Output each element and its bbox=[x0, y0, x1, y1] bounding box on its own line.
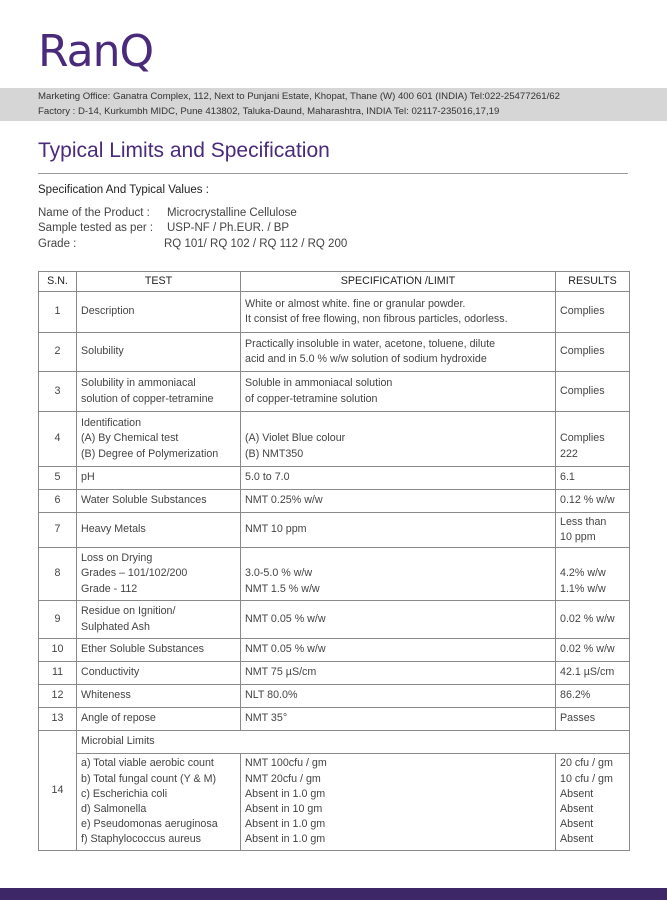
microbial-result-cell-line: Absent bbox=[560, 787, 594, 800]
grade-value: RQ 101/ RQ 102 / RQ 112 / RQ 200 bbox=[164, 238, 348, 250]
spec-cell-line: NMT 0.05 % w/w bbox=[245, 612, 326, 625]
test-cell-line: Grades – 101/102/200 bbox=[81, 567, 188, 580]
test-cell-line: solution of copper-tetramine bbox=[81, 392, 214, 405]
table-row bbox=[39, 708, 630, 731]
table-row bbox=[39, 548, 630, 601]
microbial-spec-cell-line: NMT 100cfu / gm bbox=[245, 757, 327, 770]
test-cell-line: pH bbox=[81, 471, 95, 484]
spec-cell-line: NMT 10 ppm bbox=[245, 523, 307, 536]
spec-subheading: Specification And Typical Values : bbox=[38, 184, 209, 196]
spec-cell bbox=[241, 708, 556, 731]
table-row bbox=[39, 412, 630, 467]
test-cell bbox=[77, 467, 241, 490]
spec-cell-line bbox=[245, 416, 551, 431]
row-number: 10 bbox=[39, 639, 77, 662]
specification-table bbox=[38, 271, 630, 851]
microbial-spec-cell-line: NMT 20cfu / gm bbox=[245, 772, 321, 785]
microbial-spec-cell bbox=[241, 754, 556, 851]
row-number: 12 bbox=[39, 685, 77, 708]
table-row bbox=[39, 601, 630, 639]
test-cell bbox=[77, 601, 241, 639]
microbial-test-cell-line: d) Salmonella bbox=[81, 803, 147, 815]
row-number: 9 bbox=[39, 601, 77, 639]
result-cell bbox=[556, 467, 630, 490]
result-cell bbox=[556, 412, 630, 467]
table-row-microbial-title bbox=[39, 731, 630, 754]
product-name-label: Name of the Product : bbox=[38, 207, 150, 219]
result-cell-line: Complies bbox=[560, 432, 605, 445]
table-row bbox=[39, 372, 630, 412]
microbial-result-cell-line: 10 cfu / gm bbox=[560, 772, 613, 785]
test-cell-line: Description bbox=[81, 305, 135, 318]
spec-cell-line: of copper-tetramine solution bbox=[245, 392, 378, 405]
row-number: 3 bbox=[39, 372, 77, 412]
test-cell bbox=[77, 708, 241, 731]
page-title: Typical Limits and Specification bbox=[38, 139, 330, 162]
result-cell bbox=[556, 513, 630, 548]
spec-cell-line: acid and in 5.0 % w/w solution of sodium hydroxide bbox=[245, 353, 487, 365]
header-spec: SPECIFICATION /LIMIT bbox=[241, 272, 556, 292]
microbial-result-cell-line: Absent bbox=[560, 818, 594, 831]
microbial-test-cell bbox=[77, 754, 241, 851]
row-number: 6 bbox=[39, 490, 77, 513]
sample-tested-value: USP-NF / Ph.EUR. / BP bbox=[167, 222, 290, 234]
spec-cell-line: Soluble in ammoniacal solution bbox=[245, 377, 393, 390]
spec-cell-line: White or almost white. fine or granular powder. bbox=[245, 297, 466, 310]
spec-cell-line: NMT 1.5 % w/w bbox=[245, 582, 320, 595]
result-cell-line: 42.1 µS/cm bbox=[560, 666, 615, 679]
spec-cell bbox=[241, 601, 556, 639]
spec-cell-line: 3.0-5.0 % w/w bbox=[245, 567, 313, 580]
microbial-spec-cell-line: Absent in 1.0 gm bbox=[245, 818, 326, 831]
spec-cell-line: (B) NMT350 bbox=[245, 447, 304, 460]
result-cell-line: 0.12 % w/w bbox=[560, 494, 615, 507]
row-number: 2 bbox=[39, 333, 77, 372]
row-number: 1 bbox=[39, 292, 77, 333]
result-cell bbox=[556, 601, 630, 639]
result-cell-line: Less than bbox=[560, 515, 607, 528]
microbial-result-cell-line: Absent bbox=[560, 803, 594, 815]
spec-cell bbox=[241, 467, 556, 490]
result-cell bbox=[556, 708, 630, 731]
result-cell bbox=[556, 685, 630, 708]
result-cell-line: Complies bbox=[560, 384, 605, 397]
spec-cell bbox=[241, 685, 556, 708]
table-row bbox=[39, 513, 630, 548]
header-test: TEST bbox=[77, 272, 241, 292]
test-cell-line: Conductivity bbox=[81, 666, 140, 679]
result-cell-line bbox=[560, 551, 625, 566]
test-cell-line: Residue on Ignition/ bbox=[81, 605, 176, 618]
result-cell bbox=[556, 662, 630, 685]
result-cell-line: Complies bbox=[560, 305, 605, 318]
factory-address: Factory : D-14, Kurkumbh MIDC, Pune 413802, Taluka-Daund, Maharashtra, INDIA Tel: 02117-235016,17,19 bbox=[38, 106, 500, 117]
test-cell-line: Solubility in ammoniacal bbox=[81, 377, 196, 390]
test-cell-line: Solubility bbox=[81, 345, 124, 358]
spec-cell-line: NMT 75 µS/cm bbox=[245, 666, 317, 679]
result-cell-line: 6.1 bbox=[560, 471, 575, 484]
title-divider bbox=[38, 173, 628, 174]
table-body bbox=[39, 292, 630, 851]
test-cell bbox=[77, 662, 241, 685]
spec-cell-line: NMT 0.25% w/w bbox=[245, 494, 323, 507]
test-cell-line: Water Soluble Substances bbox=[81, 494, 207, 507]
test-cell bbox=[77, 412, 241, 467]
spec-cell-line: NLT 80.0% bbox=[245, 689, 298, 702]
test-cell bbox=[77, 333, 241, 372]
spec-cell bbox=[241, 662, 556, 685]
spec-cell bbox=[241, 412, 556, 467]
test-cell bbox=[77, 513, 241, 548]
microbial-spec-cell-line: Absent in 10 gm bbox=[245, 803, 323, 815]
spec-cell bbox=[241, 372, 556, 412]
test-cell bbox=[77, 548, 241, 601]
result-cell-line: Complies bbox=[560, 345, 605, 358]
microbial-test-cell-line: b) Total fungal count (Y & M) bbox=[81, 772, 217, 785]
test-cell bbox=[77, 639, 241, 662]
test-cell bbox=[77, 490, 241, 513]
result-cell-line: 0.02 % w/w bbox=[560, 612, 615, 625]
table-row bbox=[39, 639, 630, 662]
spec-cell bbox=[241, 333, 556, 372]
test-cell-line: Heavy Metals bbox=[81, 523, 146, 536]
spec-cell-line: NMT 35° bbox=[245, 712, 288, 725]
result-cell-line: 4.2% w/w bbox=[560, 567, 606, 580]
microbial-spec-cell-line: Absent in 1.0 gm bbox=[245, 833, 326, 846]
table-row bbox=[39, 490, 630, 513]
test-cell-line: Loss on Drying bbox=[81, 552, 153, 565]
footer-bar bbox=[0, 888, 667, 900]
grade-label: Grade : bbox=[38, 238, 77, 250]
result-cell-line: Passes bbox=[560, 712, 596, 725]
spec-cell bbox=[241, 639, 556, 662]
spec-cell-line: NMT 0.05 % w/w bbox=[245, 643, 326, 656]
company-logo: RanQ bbox=[38, 26, 154, 77]
spec-cell-line: It consist of free flowing, non fibrous particles, odorless. bbox=[245, 313, 508, 325]
result-cell bbox=[556, 639, 630, 662]
table-row bbox=[39, 662, 630, 685]
sample-tested-label: Sample tested as per : bbox=[38, 222, 154, 234]
microbial-test-cell-line: c) Escherichia coli bbox=[81, 787, 168, 800]
test-cell-line: (A) By Chemical test bbox=[81, 432, 179, 445]
marketing-office-address: Marketing Office: Ganatra Complex, 112, Next to Punjani Estate, Khopat, Thane (W) 400 601 (INDIA) Tel:022-25477261/62 bbox=[38, 91, 560, 102]
table-row-microbial-tests bbox=[39, 754, 630, 851]
result-cell bbox=[556, 548, 630, 601]
result-cell bbox=[556, 372, 630, 412]
product-name-value: Microcrystalline Cellulose bbox=[167, 207, 297, 219]
table-row bbox=[39, 333, 630, 372]
header-sn: S.N. bbox=[39, 272, 77, 292]
header-results: RESULTS bbox=[556, 272, 630, 292]
result-cell-line: 222 bbox=[560, 447, 578, 460]
test-cell-line: Grade - 112 bbox=[81, 582, 138, 595]
microbial-result-cell-line: Absent bbox=[560, 833, 594, 846]
spec-cell bbox=[241, 548, 556, 601]
test-cell bbox=[77, 292, 241, 333]
table-row bbox=[39, 685, 630, 708]
microbial-result-cell bbox=[556, 754, 630, 851]
microbial-result-cell-line: 20 cfu / gm bbox=[560, 757, 613, 770]
test-cell-line: (B) Degree of Polymerization bbox=[81, 447, 219, 460]
row-number: 13 bbox=[39, 708, 77, 731]
result-cell-line: 0.02 % w/w bbox=[560, 643, 615, 656]
result-cell-line bbox=[560, 416, 625, 431]
result-cell-line: 1.1% w/w bbox=[560, 582, 606, 595]
test-cell bbox=[77, 372, 241, 412]
table-row bbox=[39, 467, 630, 490]
test-cell-line: Identification bbox=[81, 417, 142, 430]
microbial-limits-title: Microbial Limits bbox=[77, 731, 630, 754]
spec-cell-line: 5.0 to 7.0 bbox=[245, 471, 290, 484]
spec-cell-line: (A) Violet Blue colour bbox=[245, 432, 346, 445]
microbial-spec-cell-line: Absent in 1.0 gm bbox=[245, 787, 326, 800]
row-number: 8 bbox=[39, 548, 77, 601]
spec-cell bbox=[241, 513, 556, 548]
result-cell-line: 10 ppm bbox=[560, 531, 596, 543]
test-cell-line: Ether Soluble Substances bbox=[81, 643, 204, 656]
spec-cell bbox=[241, 490, 556, 513]
result-cell bbox=[556, 333, 630, 372]
table-row bbox=[39, 292, 630, 333]
result-cell bbox=[556, 490, 630, 513]
microbial-test-cell-line: e) Pseudomonas aeruginosa bbox=[81, 818, 218, 831]
table-header-row bbox=[39, 272, 630, 292]
result-cell-line: 86.2% bbox=[560, 689, 591, 702]
row-number: 7 bbox=[39, 513, 77, 548]
test-cell-line: Angle of repose bbox=[81, 712, 156, 725]
row-number: 5 bbox=[39, 467, 77, 490]
test-cell-line: Whiteness bbox=[81, 689, 131, 702]
result-cell bbox=[556, 292, 630, 333]
spec-cell bbox=[241, 292, 556, 333]
row-number: 14 bbox=[39, 731, 77, 851]
test-cell bbox=[77, 685, 241, 708]
microbial-test-cell-line: a) Total viable aerobic count bbox=[81, 757, 214, 770]
test-cell-line: Sulphated Ash bbox=[81, 620, 150, 633]
microbial-test-cell-line: f) Staphylococcus aureus bbox=[81, 833, 201, 846]
spec-cell-line: Practically insoluble in water, acetone, toluene, dilute bbox=[245, 337, 496, 350]
spec-cell-line bbox=[245, 551, 551, 566]
row-number: 4 bbox=[39, 412, 77, 467]
row-number: 11 bbox=[39, 662, 77, 685]
